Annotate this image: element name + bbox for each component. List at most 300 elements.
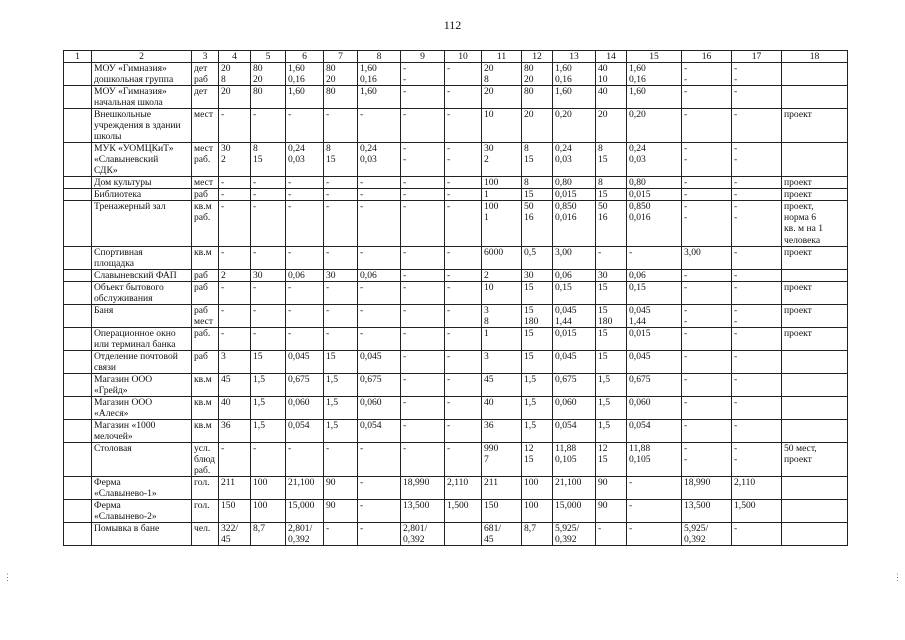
table-cell: 20 8 — [219, 63, 251, 86]
table-row — [64, 443, 848, 477]
table-cell: 0,045 — [553, 350, 596, 373]
table-cell: 15 — [596, 189, 627, 201]
table-cell: 45 — [482, 373, 522, 396]
table-cell: - - — [401, 143, 445, 177]
table-cell: 3,00 — [682, 246, 732, 269]
table-cell: - — [251, 443, 286, 477]
table-cell: раб — [192, 189, 219, 201]
object-name-cell: Ферма «Славынево-1» — [92, 477, 192, 500]
object-name-cell: Внешкольные учреждения в здании школы — [92, 109, 192, 143]
table-cell: - — [682, 86, 732, 109]
table-cell: 8 — [522, 177, 553, 189]
table-cell: 2,110 — [732, 477, 782, 500]
table-cell: - — [286, 201, 324, 246]
table-cell: 8 15 — [522, 143, 553, 177]
table-cell: - — [401, 269, 445, 281]
table-cell — [64, 201, 92, 246]
table-cell — [782, 523, 848, 546]
column-header: 2 — [92, 51, 192, 63]
table-cell: 1,5 — [324, 420, 358, 443]
table-cell: - — [445, 201, 482, 246]
table-cell: - — [358, 189, 401, 201]
table-cell — [64, 246, 92, 269]
table-cell: 12 15 — [596, 443, 627, 477]
table-cell: 1,5 — [522, 420, 553, 443]
table-cell: 322/ 45 — [219, 523, 251, 546]
table-cell: - — [286, 246, 324, 269]
table-cell: 13,500 — [682, 500, 732, 523]
table-cell: 100 1 — [482, 201, 522, 246]
table-cell — [64, 143, 92, 177]
table-cell: проект — [782, 189, 848, 201]
table-cell: - — [596, 523, 627, 546]
table-cell: 30 2 — [482, 143, 522, 177]
table-cell: 0,045 — [358, 350, 401, 373]
table-cell — [782, 477, 848, 500]
table-cell: 3 8 — [482, 304, 522, 327]
table-cell: 0,06 — [553, 269, 596, 281]
table-cell — [782, 373, 848, 396]
table-cell: проект — [782, 177, 848, 189]
table-cell: - — [324, 281, 358, 304]
table-cell: гол. — [192, 500, 219, 523]
table-cell: - — [445, 177, 482, 189]
object-name-cell: Дом культуры — [92, 177, 192, 189]
table-cell: - — [324, 327, 358, 350]
column-header: 5 — [251, 51, 286, 63]
table-cell: - — [219, 443, 251, 477]
table-cell: 13,500 — [401, 500, 445, 523]
table-cell: - — [445, 350, 482, 373]
table-cell: 0,054 — [286, 420, 324, 443]
table-cell: - — [401, 350, 445, 373]
table-cell: 0,060 — [553, 396, 596, 419]
table-cell — [64, 373, 92, 396]
column-header: 9 — [401, 51, 445, 63]
table-cell: 8 — [596, 177, 627, 189]
table-cell: - — [445, 269, 482, 281]
table-cell: - — [627, 477, 682, 500]
table-cell — [782, 396, 848, 419]
table-cell: - — [682, 189, 732, 201]
table-cell: - — [358, 246, 401, 269]
table-cell: - — [401, 396, 445, 419]
table-cell: 1,5 — [596, 396, 627, 419]
object-name-cell: Магазин ООО «Алеся» — [92, 396, 192, 419]
table-cell: 50 мест, проект — [782, 443, 848, 477]
table-cell: 2,801/ 0,392 — [286, 523, 324, 546]
table-cell: - — [682, 281, 732, 304]
table-cell: - — [219, 304, 251, 327]
data-table — [63, 50, 848, 546]
table-cell: - - — [682, 304, 732, 327]
table-row — [64, 523, 848, 546]
table-cell: 1,60 — [286, 86, 324, 109]
table-row — [64, 420, 848, 443]
table-cell: мест — [192, 109, 219, 143]
table-cell: - — [219, 246, 251, 269]
table-cell: - — [401, 201, 445, 246]
table-cell: 0,20 — [627, 109, 682, 143]
table-cell: 1,5 — [324, 373, 358, 396]
table-cell: - — [732, 246, 782, 269]
table-cell: - — [219, 177, 251, 189]
table-cell: - — [358, 327, 401, 350]
table-cell: - — [286, 281, 324, 304]
table-cell: 40 10 — [596, 63, 627, 86]
table-cell: 0,054 — [358, 420, 401, 443]
table-cell — [64, 109, 92, 143]
table-cell: - — [627, 523, 682, 546]
table-cell: 80 — [522, 86, 553, 109]
table-cell: кв.м — [192, 420, 219, 443]
table-cell: 0,24 0,03 — [553, 143, 596, 177]
table-cell: 1,5 — [251, 373, 286, 396]
column-header: 14 — [596, 51, 627, 63]
column-header: 12 — [522, 51, 553, 63]
column-header: 8 — [358, 51, 401, 63]
table-row — [64, 201, 848, 246]
object-name-cell: Ферма «Славынево-2» — [92, 500, 192, 523]
left-edge-mark: ⋮ — [3, 572, 12, 582]
table-cell — [64, 396, 92, 419]
table-cell: - — [401, 373, 445, 396]
table-cell: - — [219, 189, 251, 201]
table-cell: 5,925/ 0,392 — [553, 523, 596, 546]
table-cell: - — [251, 281, 286, 304]
table-cell: - — [445, 373, 482, 396]
table-cell: 100 — [251, 477, 286, 500]
table-cell: 30 — [522, 269, 553, 281]
table-cell: 15 — [522, 327, 553, 350]
table-cell: 2,801/ 0,392 — [401, 523, 445, 546]
table-cell: 15 — [251, 350, 286, 373]
column-header: 6 — [286, 51, 324, 63]
table-cell: 18,990 — [682, 477, 732, 500]
table-cell: 15,000 — [553, 500, 596, 523]
table-cell: - — [401, 246, 445, 269]
table-cell: - - — [732, 304, 782, 327]
table-cell: 20 — [596, 109, 627, 143]
table-cell: 18,990 — [401, 477, 445, 500]
table-cell: - — [732, 396, 782, 419]
table-cell: усл. блюд раб. — [192, 443, 219, 477]
table-cell: 80 — [251, 86, 286, 109]
table-cell: 15 — [596, 350, 627, 373]
table-cell: 2 — [482, 269, 522, 281]
table-cell: - — [445, 63, 482, 86]
object-name-cell: Тренажерный зал — [92, 201, 192, 246]
table-cell: - — [445, 304, 482, 327]
table-cell: 50 16 — [522, 201, 553, 246]
table-cell: - - — [732, 143, 782, 177]
table-cell: - — [401, 420, 445, 443]
table-cell: 1,5 — [251, 420, 286, 443]
table-cell: 15 180 — [522, 304, 553, 327]
table-cell: - — [732, 523, 782, 546]
table-cell: 0,24 0,03 — [627, 143, 682, 177]
table-cell: - — [445, 86, 482, 109]
table-cell: - — [445, 281, 482, 304]
table-cell: - — [358, 177, 401, 189]
table-cell: 0,060 — [627, 396, 682, 419]
table-cell: 3 — [219, 350, 251, 373]
table-cell: - — [251, 109, 286, 143]
table-cell: кв.м раб. — [192, 201, 219, 246]
column-header: 15 — [627, 51, 682, 63]
table-row — [64, 396, 848, 419]
table-cell: - — [401, 177, 445, 189]
table-cell: 0,045 — [627, 350, 682, 373]
table-cell: 40 — [219, 396, 251, 419]
table-cell — [782, 63, 848, 86]
table-cell: 1,5 — [522, 396, 553, 419]
table-cell: 11,88 0,105 — [553, 443, 596, 477]
table-cell: 40 — [596, 86, 627, 109]
object-name-cell: Операционное окно или терминал банка — [92, 327, 192, 350]
table-cell: 8 15 — [596, 143, 627, 177]
table-cell: 681/ 45 — [482, 523, 522, 546]
table-cell: - — [358, 109, 401, 143]
table-cell: - - — [732, 63, 782, 86]
table-cell: 1,60 0,16 — [358, 63, 401, 86]
table-cell — [64, 86, 92, 109]
table-cell: - — [251, 246, 286, 269]
table-row — [64, 304, 848, 327]
table-cell: - — [732, 189, 782, 201]
table-cell: 15 — [324, 350, 358, 373]
table-cell: 1,60 0,16 — [627, 63, 682, 86]
table-cell: - - — [732, 201, 782, 246]
table-cell: - — [251, 327, 286, 350]
table-cell — [782, 86, 848, 109]
table-cell: 15 — [522, 189, 553, 201]
column-header: 18 — [782, 51, 848, 63]
table-row — [64, 143, 848, 177]
object-name-cell: Спортивная площадка — [92, 246, 192, 269]
column-header: 4 — [219, 51, 251, 63]
column-header: 11 — [482, 51, 522, 63]
table-cell: - - — [682, 443, 732, 477]
table-row — [64, 189, 848, 201]
table-cell: 1 — [482, 189, 522, 201]
table-cell: 1,500 — [445, 500, 482, 523]
table-cell: 1,5 — [596, 373, 627, 396]
table-cell: 3,00 — [553, 246, 596, 269]
table-row — [64, 246, 848, 269]
table-cell: 0,24 0,03 — [286, 143, 324, 177]
table-cell: 21,100 — [286, 477, 324, 500]
table-cell: 0,24 0,03 — [358, 143, 401, 177]
table-row — [64, 327, 848, 350]
table-cell — [782, 269, 848, 281]
table-cell: - — [324, 177, 358, 189]
table-cell: - — [627, 500, 682, 523]
table-cell: - — [682, 177, 732, 189]
table-row — [64, 500, 848, 523]
table-cell: проект — [782, 327, 848, 350]
table-cell: - — [324, 523, 358, 546]
object-name-cell: Столовая — [92, 443, 192, 477]
table-cell: 0,850 0,016 — [553, 201, 596, 246]
table-cell: 12 15 — [522, 443, 553, 477]
table-cell: 1 — [482, 327, 522, 350]
table-cell: 0,045 — [286, 350, 324, 373]
table-row — [64, 281, 848, 304]
table-cell: - — [286, 327, 324, 350]
table-cell: - — [627, 246, 682, 269]
table-cell: 100 — [482, 177, 522, 189]
table-cell: 150 — [219, 500, 251, 523]
table-cell: проект — [782, 281, 848, 304]
table-cell: 0,675 — [286, 373, 324, 396]
table-cell: 100 — [522, 477, 553, 500]
table-cell: 0,15 — [627, 281, 682, 304]
table-cell: кв.м — [192, 373, 219, 396]
table-cell: 150 — [482, 500, 522, 523]
table-cell: 8,7 — [522, 523, 553, 546]
table-cell — [64, 523, 92, 546]
table-cell: - — [445, 327, 482, 350]
table-row — [64, 350, 848, 373]
table-cell: 100 — [522, 500, 553, 523]
table-cell: - — [732, 373, 782, 396]
table-cell: 80 20 — [251, 63, 286, 86]
table-cell: - — [732, 109, 782, 143]
table-cell — [64, 327, 92, 350]
table-cell: - — [732, 420, 782, 443]
table-cell: 15 180 — [596, 304, 627, 327]
table-cell: 90 — [324, 500, 358, 523]
table-row — [64, 373, 848, 396]
table-cell: раб — [192, 350, 219, 373]
table-cell: 0,675 — [358, 373, 401, 396]
table-cell: 1,60 — [627, 86, 682, 109]
table-cell: раб — [192, 281, 219, 304]
table-cell: - — [324, 109, 358, 143]
table-cell: - — [251, 189, 286, 201]
object-name-cell: МОУ «Гимназия» дошкольная группа — [92, 63, 192, 86]
table-cell: 5,925/ 0,392 — [682, 523, 732, 546]
table-cell: 211 — [482, 477, 522, 500]
table-cell: 2,110 — [445, 477, 482, 500]
table-cell: дет — [192, 86, 219, 109]
table-cell: 30 2 — [219, 143, 251, 177]
table-cell: 0,015 — [627, 327, 682, 350]
table-cell — [782, 350, 848, 373]
table-cell: 20 — [522, 109, 553, 143]
object-name-cell: Библиотека — [92, 189, 192, 201]
table-cell: 0,054 — [553, 420, 596, 443]
table-cell: - — [251, 201, 286, 246]
table-cell: - - — [682, 63, 732, 86]
table-cell: раб — [192, 269, 219, 281]
table-cell: - — [251, 177, 286, 189]
table-cell: 1,60 0,16 — [553, 63, 596, 86]
table-cell: 100 — [251, 500, 286, 523]
table-row — [64, 63, 848, 86]
table-cell: 1,5 — [596, 420, 627, 443]
column-header: 10 — [445, 51, 482, 63]
table-cell: - — [219, 327, 251, 350]
table-cell: 6000 — [482, 246, 522, 269]
table-cell: 0,06 — [286, 269, 324, 281]
table-cell: 990 7 — [482, 443, 522, 477]
object-name-cell: Отделение почтовой связи — [92, 350, 192, 373]
table-cell: мест раб. — [192, 143, 219, 177]
object-name-cell: МОУ «Гимназия» начальная школа — [92, 86, 192, 109]
table-cell: 20 8 — [482, 63, 522, 86]
table-cell: 1,500 — [732, 500, 782, 523]
table-cell: 1,5 — [251, 396, 286, 419]
table-cell: 8 15 — [324, 143, 358, 177]
table-cell: кв.м — [192, 246, 219, 269]
table-cell: - - — [732, 443, 782, 477]
table-cell: - — [324, 189, 358, 201]
table-cell: проект — [782, 109, 848, 143]
table-cell: - — [286, 189, 324, 201]
table-cell: 1,5 — [324, 396, 358, 419]
table-cell: 0,850 0,016 — [627, 201, 682, 246]
table-cell: 80 20 — [324, 63, 358, 86]
object-name-cell: Магазин «1000 мелочей» — [92, 420, 192, 443]
table-cell: - — [682, 327, 732, 350]
table-cell: 36 — [219, 420, 251, 443]
object-name-cell: Магазин ООО «Грейд» — [92, 373, 192, 396]
table-cell: 20 — [219, 86, 251, 109]
table-cell: 211 — [219, 477, 251, 500]
page-number: 112 — [443, 18, 462, 32]
table-cell: 2 — [219, 269, 251, 281]
table-cell: - — [251, 304, 286, 327]
table-cell: 0,060 — [286, 396, 324, 419]
table-cell: дет раб — [192, 63, 219, 86]
table-cell — [445, 523, 482, 546]
table-cell — [782, 500, 848, 523]
table-cell: - — [358, 304, 401, 327]
table-cell: раб. — [192, 327, 219, 350]
table-cell: 80 — [324, 86, 358, 109]
table-cell: 45 — [219, 373, 251, 396]
table-cell: - - — [401, 63, 445, 86]
table-cell: 10 — [482, 109, 522, 143]
table-cell: 8,7 — [251, 523, 286, 546]
table-cell: проект — [782, 246, 848, 269]
table-cell: раб мест — [192, 304, 219, 327]
table-cell: - — [445, 420, 482, 443]
column-header: 17 — [732, 51, 782, 63]
table-cell — [64, 281, 92, 304]
table-cell: 0,045 1,44 — [553, 304, 596, 327]
table-cell: - — [682, 350, 732, 373]
table-cell: 36 — [482, 420, 522, 443]
table-cell: - — [732, 86, 782, 109]
object-name-cell: Славыневский ФАП — [92, 269, 192, 281]
table-cell: - — [732, 269, 782, 281]
table-cell: - - — [445, 143, 482, 177]
column-header: 1 — [64, 51, 92, 63]
table-cell: - — [324, 201, 358, 246]
table-cell: - — [358, 500, 401, 523]
table-cell: 30 — [251, 269, 286, 281]
table-cell — [782, 143, 848, 177]
table-cell: - — [401, 327, 445, 350]
table-cell: 0,675 — [627, 373, 682, 396]
table-cell: 0,06 — [627, 269, 682, 281]
table-cell: - — [401, 304, 445, 327]
table-cell: - — [682, 109, 732, 143]
table-cell: - — [358, 443, 401, 477]
